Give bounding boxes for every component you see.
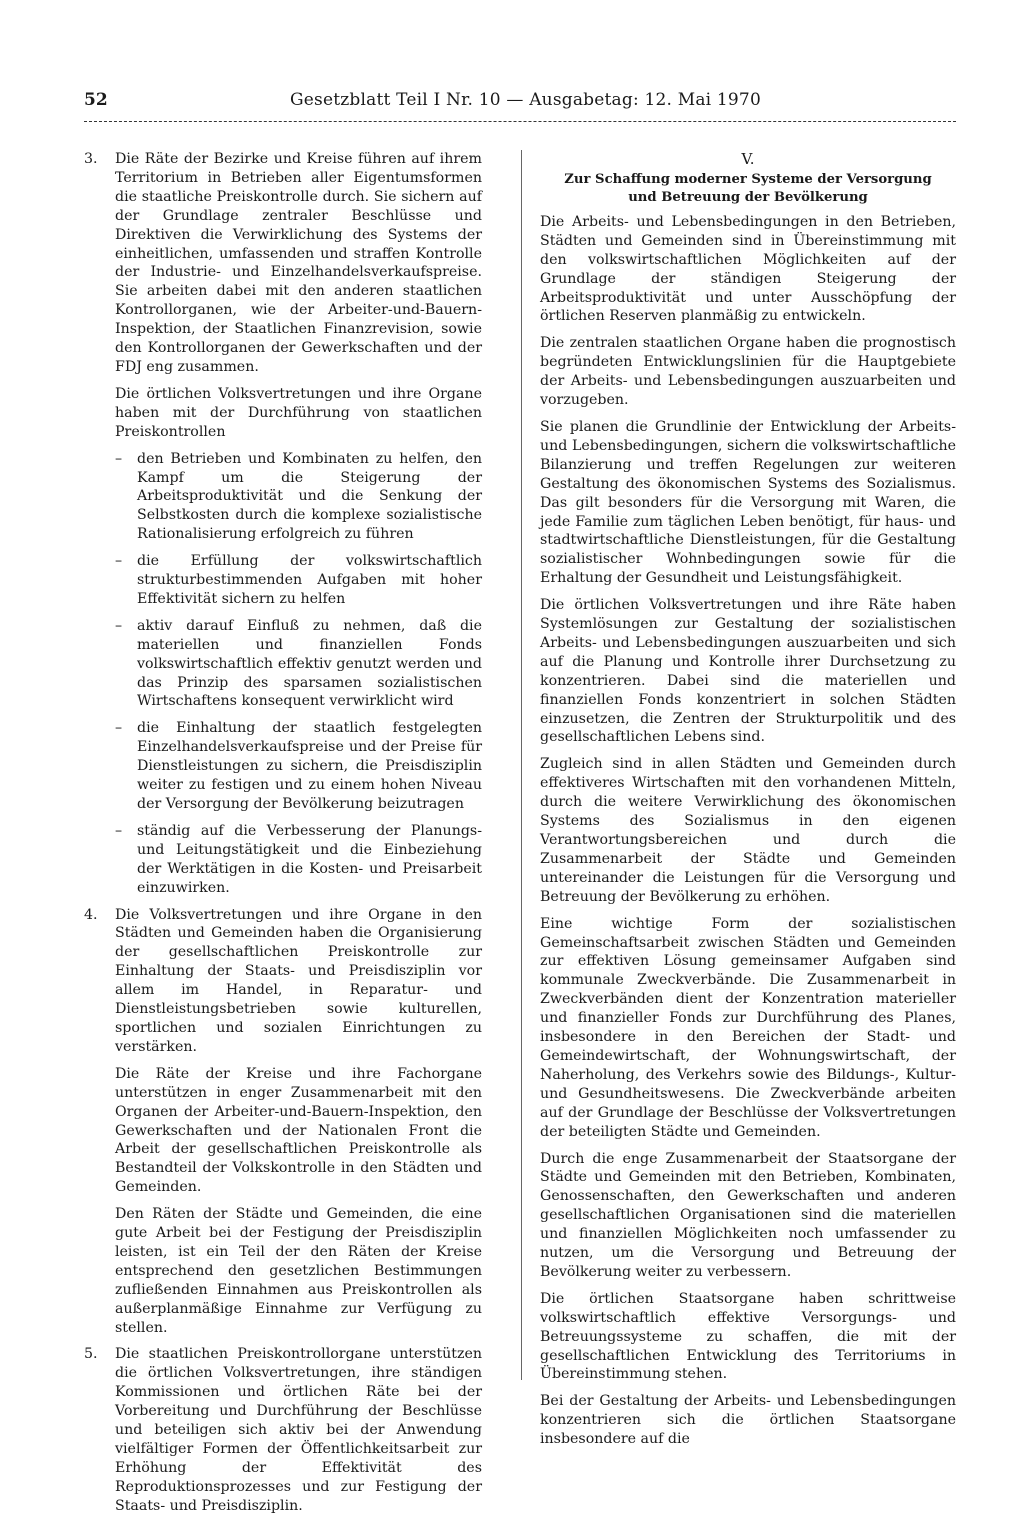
dash-marker: – [115, 617, 123, 634]
section-number: V. [741, 150, 755, 168]
paragraph: Die staatlichen Preiskontrollorgane unterstützen die örtlichen Volksvertretungen, ihre ständigen Kommissionen und örtlichen Räte bei der Vorbereitung und Durchführung der Beschlüsse und beteiligen sich aktiv bei der Anwendung vielfältiger Formen der Öffentlichkeitsarbeit zur Erhöhung der Effektivität des Reproduktionsprozesses und zur Festigung der Staats- und Preisdisziplin. [115, 1346, 482, 1514]
list-item-text: ständig auf die Verbesserung der Planungs- und Leitungstätigkeit und die Einbeziehung der Werktätigen in die Kosten- und Preisarbeit einzuwirken. [137, 822, 482, 896]
list-item [115, 450, 482, 545]
dash-marker: – [115, 450, 123, 467]
paragraph: Durch die enge Zusammenarbeit der Staatsorgane der Städte und Gemeinden mit den Betrieben, Kombinaten, Genossenschaften, den Gewerkschaften und anderen gesellschaftlichen Organisationen sind die materiellen und finanziellen Möglichkeiten noch umfassender zu nutzen, um die Versorgung und Betreuung der Bevölkerung weiter zu verbessern. [540, 1150, 956, 1280]
page-header [84, 90, 952, 116]
header-rule [84, 121, 956, 122]
dash-marker: – [115, 720, 123, 737]
paragraph: Die örtlichen Volksvertretungen und ihre Räte haben Systemlösungen zur Gestaltung der sozialistischen Arbeits- und Lebensbedingungen auszuarbeiten und sich auf die Planung und Kontrolle ihrer Durchsetzung zu konzentrieren. Dabei sind die materiellen und finanziellen Fonds konzentriert in solchen Städten einzusetzen, die Zentren der Strukturpolitik und des gesellschaftlichen Lebens sind. [540, 597, 956, 746]
item-5 [84, 1345, 482, 1515]
paragraph: Die Arbeits- und Lebensbedingungen in den Betrieben, Städten und Gemeinden sind in Übereinstimmung mit den volkswirtschaftlichen Möglichkeiten auf der Grundlage der ständigen Steigerung der Arbeitsproduktivität und unter Ausschöpfung der örtlichen Reserven planmäßig zu entwickeln. [540, 213, 956, 325]
dash-marker: – [115, 822, 123, 839]
list-item [115, 822, 482, 898]
paragraph: Den Räten der Städte und Gemeinden, die eine gute Arbeit bei der Festigung der Preisdisziplin leisten, ist ein Teil der den Räten der Kreise entsprechend den gesetzlichen Bestimmungen zufließenden Einnahmen aus Preiskontrollen als außerplanmäßige Einnahme zur Verfügung zu stellen. [115, 1206, 482, 1336]
dash-marker: – [115, 553, 123, 570]
section-title-line: und Betreuung der Bevölkerung [628, 189, 868, 205]
list-item-text: den Betrieben und Kombinaten zu helfen, den Kampf um die Steigerung der Arbeitsproduktivität und die Senkung der Selbstkosten durch die komplexe sozialistische Rationalisierung erfolgreich zu führen [137, 450, 482, 543]
header-title: Gesetzblatt Teil I Nr. 10 — Ausgabetag: 12. Mai 1970 [290, 90, 761, 110]
paragraph: Zugleich sind in allen Städten und Gemeinden durch effektiveres Wirtschaften mit den vorhandenen Mitteln, durch die weitere Verwirklichung des ökonomischen Systems des Sozialismus in den eigenen Verantwortungsbereichen und durch die Zusammenarbeit der Städte und Gemeinden untereinander die Leistungen für die Versorgung und Betreuung der Bevölkerung zu erhöhen. [540, 756, 956, 905]
item-4 [84, 906, 482, 1338]
list-item-text: die Einhaltung der staatlich festgelegten Einzelhandelsverkaufspreise und der Preise für Dienstleistungen zu sichern, die Preisdisziplin weiter zu festigen und zu einem hohen Niveau der Versorgung der Bevölkerung beizutragen [137, 720, 482, 812]
column-divider [521, 150, 522, 1380]
section-title [540, 171, 956, 207]
item-number: 5. [84, 1346, 98, 1363]
list-item-text: die Erfüllung der volkswirtschaftlich strukturbestimmenden Aufgaben mit hoher Effektivität sichern zu helfen [137, 553, 482, 607]
paragraph: Bei der Gestaltung der Arbeits- und Lebensbedingungen konzentrieren sich die örtlichen Staatsorgane insbesondere auf die [540, 1393, 956, 1448]
list-item [115, 552, 482, 609]
paragraph: Die örtlichen Volksvertretungen und ihre Organe haben mit der Durchführung von staatlichen Preiskontrollen [115, 385, 482, 440]
section-title-line: Zur Schaffung moderner Systeme der Versorgung [564, 171, 932, 187]
paragraph: Die örtlichen Staatsorgane haben schrittweise volkswirtschaftlich effektive Versorgungs- und Betreuungssysteme zu schaffen, die mit der gesellschaftlichen Entwicklung des Territoriums in Übereinstimmung stehen. [540, 1290, 956, 1383]
paragraph: Die Volksvertretungen und ihre Organe in den Städten und Gemeinden haben die Organisierung der gesellschaftlichen Preiskontrolle zur Einhaltung der Staats- und Preisdisziplin vor allem im Handel, in Reparatur- und Dienstleistungsbetrieben sowie kulturellen, sportlichen und sozialen Einrichtungen zu verstärken. [115, 906, 482, 1055]
paragraph: Die Räte der Kreise und ihre Fachorgane unterstützen in enger Zusammenarbeit mit den Organen der Arbeiter-und-Bauern-Inspektion, den Gewerkschaften und der Nationalen Front die Arbeit der gesellschaftlichen Preiskontrolle als Bestandteil der Volkskontrolle in den Städten und Gemeinden. [115, 1065, 482, 1196]
page-number: 52 [84, 90, 108, 110]
item-number: 3. [84, 151, 98, 167]
paragraph: Die zentralen staatlichen Organe haben die prognostisch begründeten Entwicklungslinien für die Hauptgebiete der Arbeits- und Lebensbedingungen auszuarbeiten und vorzugeben. [540, 335, 956, 409]
item-3 [84, 150, 482, 898]
list-item [115, 617, 482, 712]
left-column [84, 150, 482, 1524]
paragraph: Die Räte der Bezirke und Kreise führen auf ihrem Territorium in Betrieben aller Eigentumsformen die staatliche Preiskontrolle durch. Sie sichern auf der Grundlage zentraler Beschlüsse und Direktiven die Verwirklichung des Systems der einheitlichen, umfassenden und straffen Kontrolle der Industrie- und Einzelhandelsverkaufspreise. Sie arbeiten dabei mit den anderen staatlichen Kontrollorganen, wie der Arbeiter-und-Bauern-Inspektion, der Staatlichen Finanzrevision, sowie den Kontrollorganen der Gewerkschaften und der FDJ eng zusammen. [115, 151, 482, 375]
paragraph: Sie planen die Grundlinie der Entwicklung der Arbeits- und Lebensbedingungen, sichern die volkswirtschaftliche Bilanzierung und treffen Regelungen zur weiteren Gestaltung des ökonomischen Systems des Sozialismus. Das gilt besonders für die Versorgung mit Waren, die jede Familie zum täglichen Leben benötigt, für haus- und stadtwirtschaftliche Dienstleistungen, für die Gestaltung sozialistischer Wohnbedingungen sowie für die Erhaltung der Gesundheit und Leistungsfähigkeit. [540, 418, 956, 587]
list-item-text: aktiv darauf Einfluß zu nehmen, daß die materiellen und finanziellen Fonds volkswirtschaftlich effektiv genutzt werden und das Prinzip des sparsamen sozialistischen Wirtschaftens konsequent verwirklicht wird [137, 617, 482, 710]
item-number: 4. [84, 906, 98, 923]
right-column [540, 150, 956, 1457]
paragraph: Eine wichtige Form der sozialistischen Gemeinschaftsarbeit zwischen Städten und Gemeinden zur effektiven Lösung gemeinsamer Aufgaben sind kommunale Zweckverbände. Die Zusammenarbeit in Zweckverbänden dient der Konzentration materieller und finanzieller Fonds zur Durchführung des Planes, insbesondere in den Bereichen der Stadt- und Gemeindewirtschaft, der Wohnungswirtschaft, der Naherholung, des Verkehrs sowie des Bildungs-, Kultur- und Gesundheitswesens. Die Zweckverbände arbeiten auf der Grundlage der Beschlüsse der Volksvertretungen der beteiligten Städte und Gemeinden. [540, 915, 956, 1140]
list-item [115, 719, 482, 814]
